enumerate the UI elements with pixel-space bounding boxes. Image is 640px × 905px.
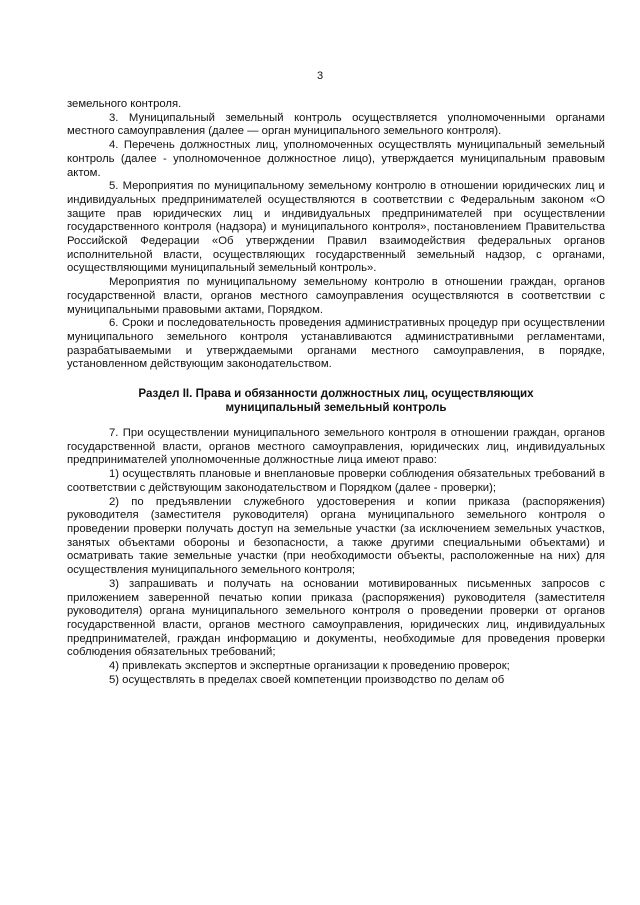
- paragraph: 5) осуществлять в пределах своей компетенции производство по делам об: [109, 673, 505, 686]
- section-heading-line: муниципальный земельный контроль: [225, 401, 447, 415]
- paragraph: земельного контроля.: [67, 98, 182, 110]
- section-one-continuation: [67, 98, 605, 372]
- paragraph: 2) по предъявлении служебного удостоверения и копии приказа (распоряжения) руководителя (заместителя руководителя) органа муниципального земельного контроля о проведении проверки получать доступ на земельные участки (за исключением земельных участков, занятых объектами обороны и безопасности, а также другими специальными объектами) и осматривать такие земельные участки (при необходимости объекты, расположенные на них) для осуществления муниципального земельного контроля;: [67, 495, 605, 577]
- paragraph: 1) осуществлять плановые и внеплановые проверки соблюдения обязательных требований в соответствии с действующим законодательством и Порядком (далее - проверки);: [67, 468, 605, 494]
- section-heading-line: Раздел II. Права и обязанности должностных лиц, осуществляющих: [138, 387, 534, 401]
- document-body: [67, 98, 605, 687]
- paragraph: 4) привлекать экспертов и экспертные организации к проведению проверок;: [109, 660, 510, 673]
- paragraph: 3. Муниципальный земельный контроль осуществляется уполномоченными органами местного самоуправления (далее — орган муниципального земельного контроля).: [67, 111, 605, 138]
- paragraph: 5. Мероприятия по муниципальному земельному контролю в отношении юридических лиц и индивидуальных предпринимателей осуществляются в соответствии с Федеральным законом «О защите прав юридических лиц и индивидуальных предпринимателей при осуществлении государственного контроля (надзора) и муниципального контроля», постановлением Правительства Российской Федерации «Об утверждении Правил взаимодействия федеральных органов исполнительной власти, осуществляющих государственный земельный надзор, с органами, осуществляющими муниципальный земельный контроль».: [67, 180, 605, 275]
- section-two-body: [67, 427, 605, 687]
- paragraph: 7. При осуществлении муниципального земельного контроля в отношении граждан, органов государственной власти, органов местного самоуправления, юридических лиц, индивидуальных предпринимателей уполномоченные должностные лица имеют право:: [67, 427, 605, 467]
- page-number: 3: [316, 70, 324, 82]
- paragraph: Мероприятия по муниципальному земельному контролю в отношении граждан, органов государственной власти, органов местного самоуправления осуществляются в соответствии с муниципальными правовыми актами, Порядком.: [67, 276, 605, 316]
- section-heading: [67, 387, 605, 415]
- paragraph: 3) запрашивать и получать на основании мотивированных письменных запросов с приложением заверенной печатью копии приказа (распоряжения) руководителя (заместителя руководителя) органа муниципального земельного контроля о проведении проверки от органов государственной власти, органов местного самоуправления, юридических лиц, индивидуальных предпринимателей, граждан информацию и документы, необходимые для проведения проверки соблюдения обязательных требований;: [67, 577, 605, 659]
- paragraph: 6. Сроки и последовательность проведения административных процедур при осуществлении муниципального земельного контроля устанавливаются административными регламентами, разрабатываемыми и утверждаемыми органами местного самоуправления, в порядке, установленном действующим законодательством.: [67, 317, 605, 371]
- paragraph: 4. Перечень должностных лиц, уполномоченных осуществлять муниципальный земельный контроль (далее - уполномоченное должностное лицо), утверждается муниципальным правовым актом.: [67, 139, 605, 179]
